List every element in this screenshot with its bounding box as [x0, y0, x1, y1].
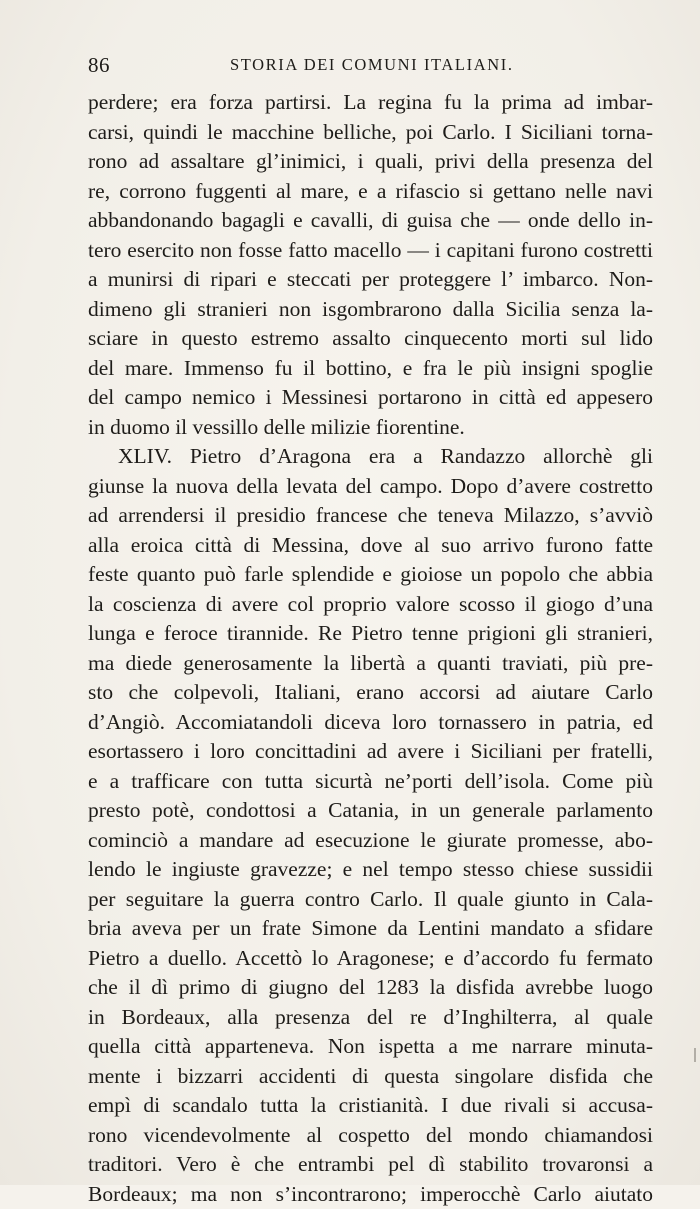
text-line: giunse la nuova della levata del campo. Dopo d’avere costretto — [88, 472, 653, 502]
text-line: empì di scandalo tutta la cristianità. I due rivali si accusa- — [88, 1091, 653, 1121]
text-line: abbandonando bagagli e cavalli, di guisa che — onde dello in- — [88, 206, 653, 236]
text-line: esortassero i loro concittadini ad avere i Siciliani per fratelli, — [88, 737, 653, 767]
page-number: 86 — [88, 52, 110, 78]
page-edge-mark — [694, 1048, 696, 1062]
text-line: cominciò a mandare ad esecuzione le giurate promesse, abo- — [88, 826, 653, 856]
text-line: dimeno gli stranieri non isgombrarono dalla Sicilia senza la- — [88, 295, 653, 325]
text-line: sto che colpevoli, Italiani, erano accorsi ad aiutare Carlo — [88, 678, 653, 708]
text-line: del mare. Immenso fu il bottino, e fra le più insigni spoglie — [88, 354, 653, 384]
text-line: traditori. Vero è che entrambi pel dì stabilito trovaronsi a — [88, 1150, 653, 1180]
text-line: e a trafficare con tutta sicurtà ne’porti dell’isola. Come più — [88, 767, 653, 797]
text-line: quella città apparteneva. Non ispetta a me narrare minuta- — [88, 1032, 653, 1062]
section-start-line: XLIV. Pietro d’Aragona era a Randazzo allorchè gli — [88, 442, 653, 472]
body-text — [88, 88, 653, 1209]
text-line: lendo le ingiuste gravezze; e nel tempo stesso chiese sussidii — [88, 855, 653, 885]
text-line: Pietro a duello. Accettò lo Aragonese; e d’accordo fu fermato — [88, 944, 653, 974]
text-line: ma diede generosamente la libertà a quanti traviati, più pre- — [88, 649, 653, 679]
text-line: carsi, quindi le macchine belliche, poi Carlo. I Siciliani torna- — [88, 118, 653, 148]
text-line: d’Angiò. Accomiatandoli diceva loro tornassero in patria, ed — [88, 708, 653, 738]
text-line: del campo nemico i Messinesi portarono in città ed appesero — [88, 383, 653, 413]
text-line: che il dì primo di giugno del 1283 la disfida avrebbe luogo — [88, 973, 653, 1003]
text-line: in Bordeaux, alla presenza del re d’Inghilterra, al quale — [88, 1003, 653, 1033]
text-line: feste quanto può farle splendide e gioiose un popolo che abbia — [88, 560, 653, 590]
text-line: a munirsi di ripari e steccati per proteggere l’ imbarco. Non- — [88, 265, 653, 295]
running-title: STORIA DEI COMUNI ITALIANI. — [230, 52, 514, 78]
text-line: rono vicendevolmente al cospetto del mondo chiamandosi — [88, 1121, 653, 1151]
paragraph-end-line: in duomo il vessillo delle milizie fiorentine. — [88, 413, 653, 443]
text-line: lunga e feroce tirannide. Re Pietro tenne prigioni gli stranieri, — [88, 619, 653, 649]
text-line: presto potè, condottosi a Catania, in un generale parlamento — [88, 796, 653, 826]
text-line: sciare in questo estremo assalto cinquecento morti sul lido — [88, 324, 653, 354]
text-line: mente i bizzarri accidenti di questa singolare disfida che — [88, 1062, 653, 1092]
text-line: alla eroica città di Messina, dove al suo arrivo furono fatte — [88, 531, 653, 561]
text-line: perdere; era forza partirsi. La regina fu la prima ad imbar- — [88, 88, 653, 118]
text-line: tero esercito non fosse fatto macello — i capitani furono costretti — [88, 236, 653, 266]
text-line: per seguitare la guerra contro Carlo. Il quale giunto in Cala- — [88, 885, 653, 915]
text-line: ad arrendersi il presidio francese che teneva Milazzo, s’avviò — [88, 501, 653, 531]
text-line: re, corrono fuggenti al mare, e a rifascio si gettano nelle navi — [88, 177, 653, 207]
text-line: rono ad assaltare gl’inimici, i quali, privi della presenza del — [88, 147, 653, 177]
text-line: bria aveva per un frate Simone da Lentini mandato a sfidare — [88, 914, 653, 944]
page-header — [88, 52, 610, 78]
text-line: Bordeaux; ma non s’incontrarono; imperocchè Carlo aiutato — [88, 1180, 653, 1209]
text-line: la coscienza di avere col proprio valore scosso il giogo d’una — [88, 590, 653, 620]
